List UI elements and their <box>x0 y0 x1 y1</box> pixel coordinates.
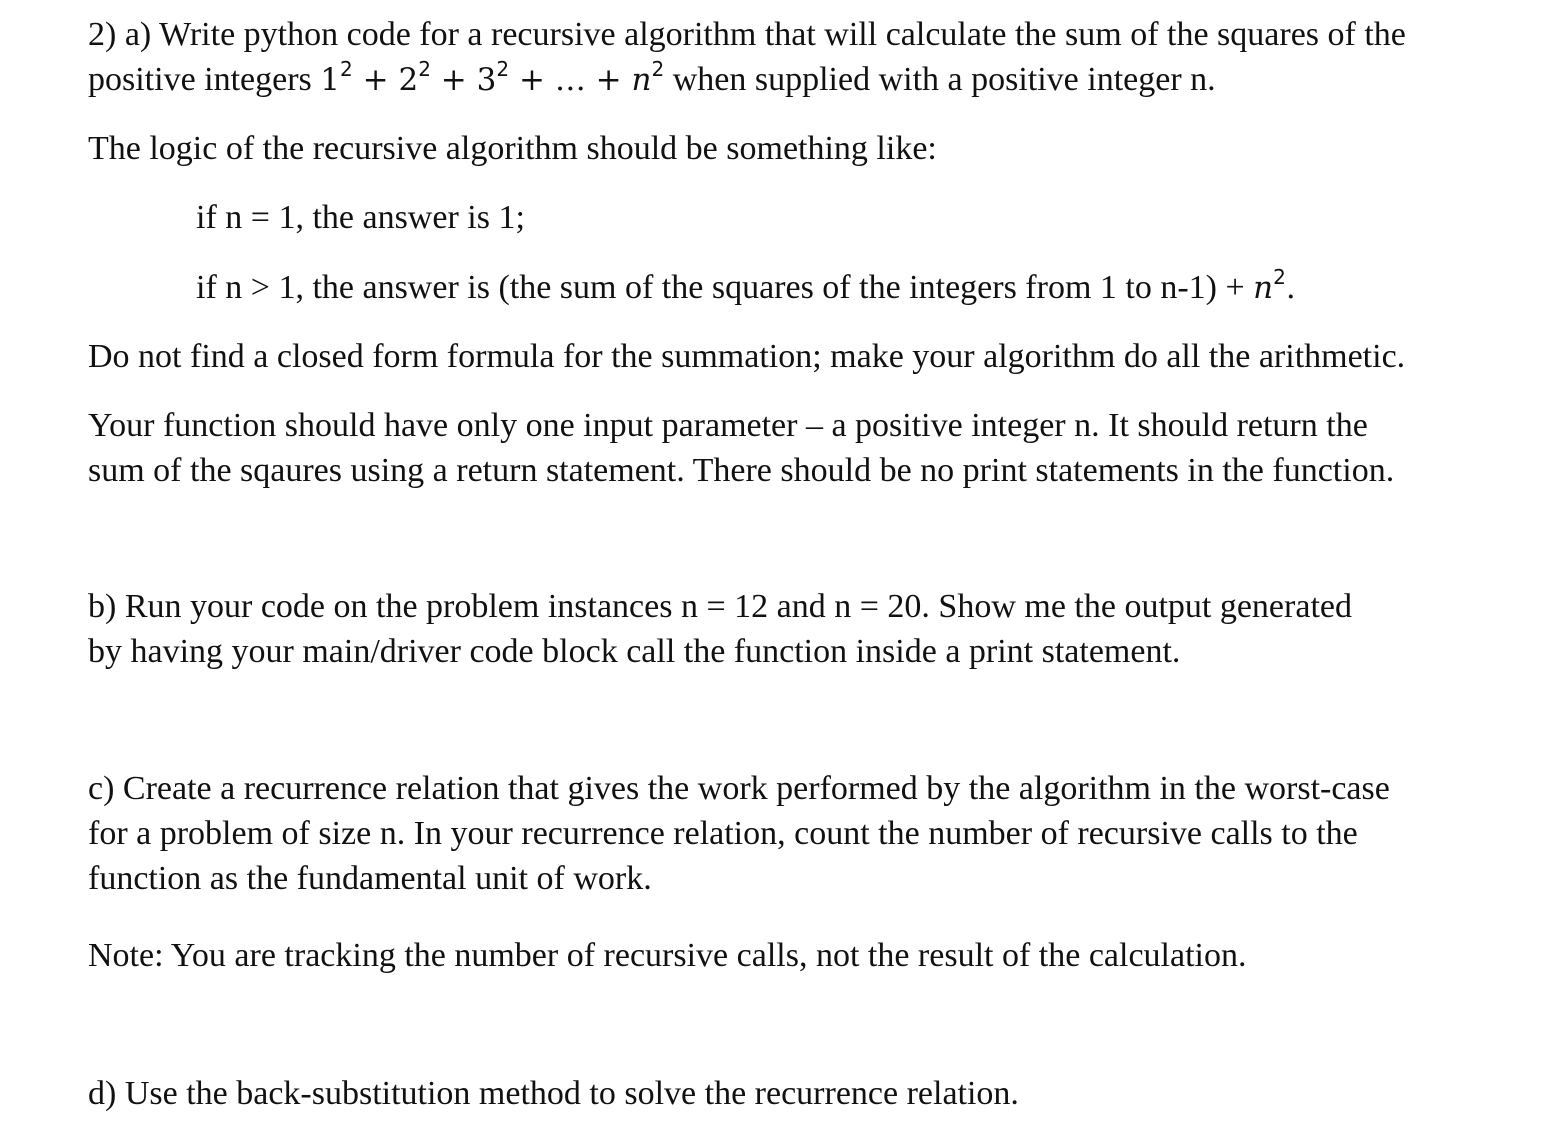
part-d <box>88 1071 1019 1116</box>
plus-sign: + <box>518 62 545 98</box>
recursive-case <box>196 265 1296 311</box>
plus-sign: + <box>440 62 467 98</box>
term-1: 1 <box>320 62 341 98</box>
term-3: 3 <box>476 62 497 98</box>
no-closed-form-text: Do not find a closed form formula for the summation; make your algorithm do all the arithmetic. <box>88 338 1406 375</box>
variable-n: n <box>1253 270 1274 306</box>
exponent: 2 <box>496 57 510 81</box>
note-text: Note: You are tracking the number of recursive calls, not the result of the calculation. <box>88 937 1247 974</box>
part-d-line-1: d) Use the back-substitution method to solve the recurrence relation. <box>88 1075 1019 1112</box>
part-a-intro-line-2 <box>88 57 1406 103</box>
part-a-intro-line-1: 2) a) Write python code for a recursive algorithm that will calculate the sum of the squares of the <box>88 16 1406 53</box>
plus-sign: + <box>595 62 622 98</box>
exponent: 2 <box>651 57 665 81</box>
exponent: 2 <box>340 57 353 81</box>
intro-line-2-prefix: positive integers <box>88 61 321 98</box>
parameter-line-1: Your function should have only one input parameter – a positive integer n. It should return the <box>88 407 1368 444</box>
parameter-line-2: sum of the sqaures using a return statement. There should be no print statements in the function. <box>88 452 1395 489</box>
plus-sign: + <box>362 62 389 98</box>
part-c-note <box>88 933 1246 978</box>
part-b <box>88 584 1352 674</box>
variable-n: n <box>631 62 652 98</box>
logic-intro-text: The logic of the recursive algorithm should be something like: <box>88 130 937 167</box>
exponent: 2 <box>418 57 431 81</box>
exponent: 2 <box>1273 265 1286 289</box>
no-closed-form-instruction <box>88 334 1405 379</box>
parameter-instruction <box>88 403 1394 493</box>
ellipsis: … <box>554 62 586 98</box>
part-c <box>88 766 1390 901</box>
intro-line-2-suffix: when supplied with a positive integer n. <box>664 61 1216 98</box>
period: . <box>1285 270 1296 306</box>
part-c-line-3: function as the fundamental unit of work. <box>88 860 652 897</box>
recursive-case-text: if n > 1, the answer is (the sum of the squares of the integers from 1 to n-1) + <box>196 269 1254 306</box>
base-case-text: if n = 1, the answer is 1; <box>196 199 525 236</box>
part-b-line-2: by having your main/driver code block call the function inside a print statement. <box>88 633 1181 670</box>
logic-intro <box>88 126 937 171</box>
base-case <box>196 195 525 240</box>
part-a-intro <box>88 12 1406 103</box>
n-squared <box>1253 265 1296 306</box>
part-c-line-1: c) Create a recurrence relation that gives the work performed by the algorithm in the worst-case <box>88 770 1390 807</box>
sum-expression <box>320 57 665 98</box>
term-2: 2 <box>398 62 419 98</box>
part-c-line-2: for a problem of size n. In your recurrence relation, count the number of recursive calls to the <box>88 815 1358 852</box>
recursive-case-line <box>196 265 1296 311</box>
part-b-line-1: b) Run your code on the problem instances n = 12 and n = 20. Show me the output generated <box>88 588 1352 625</box>
